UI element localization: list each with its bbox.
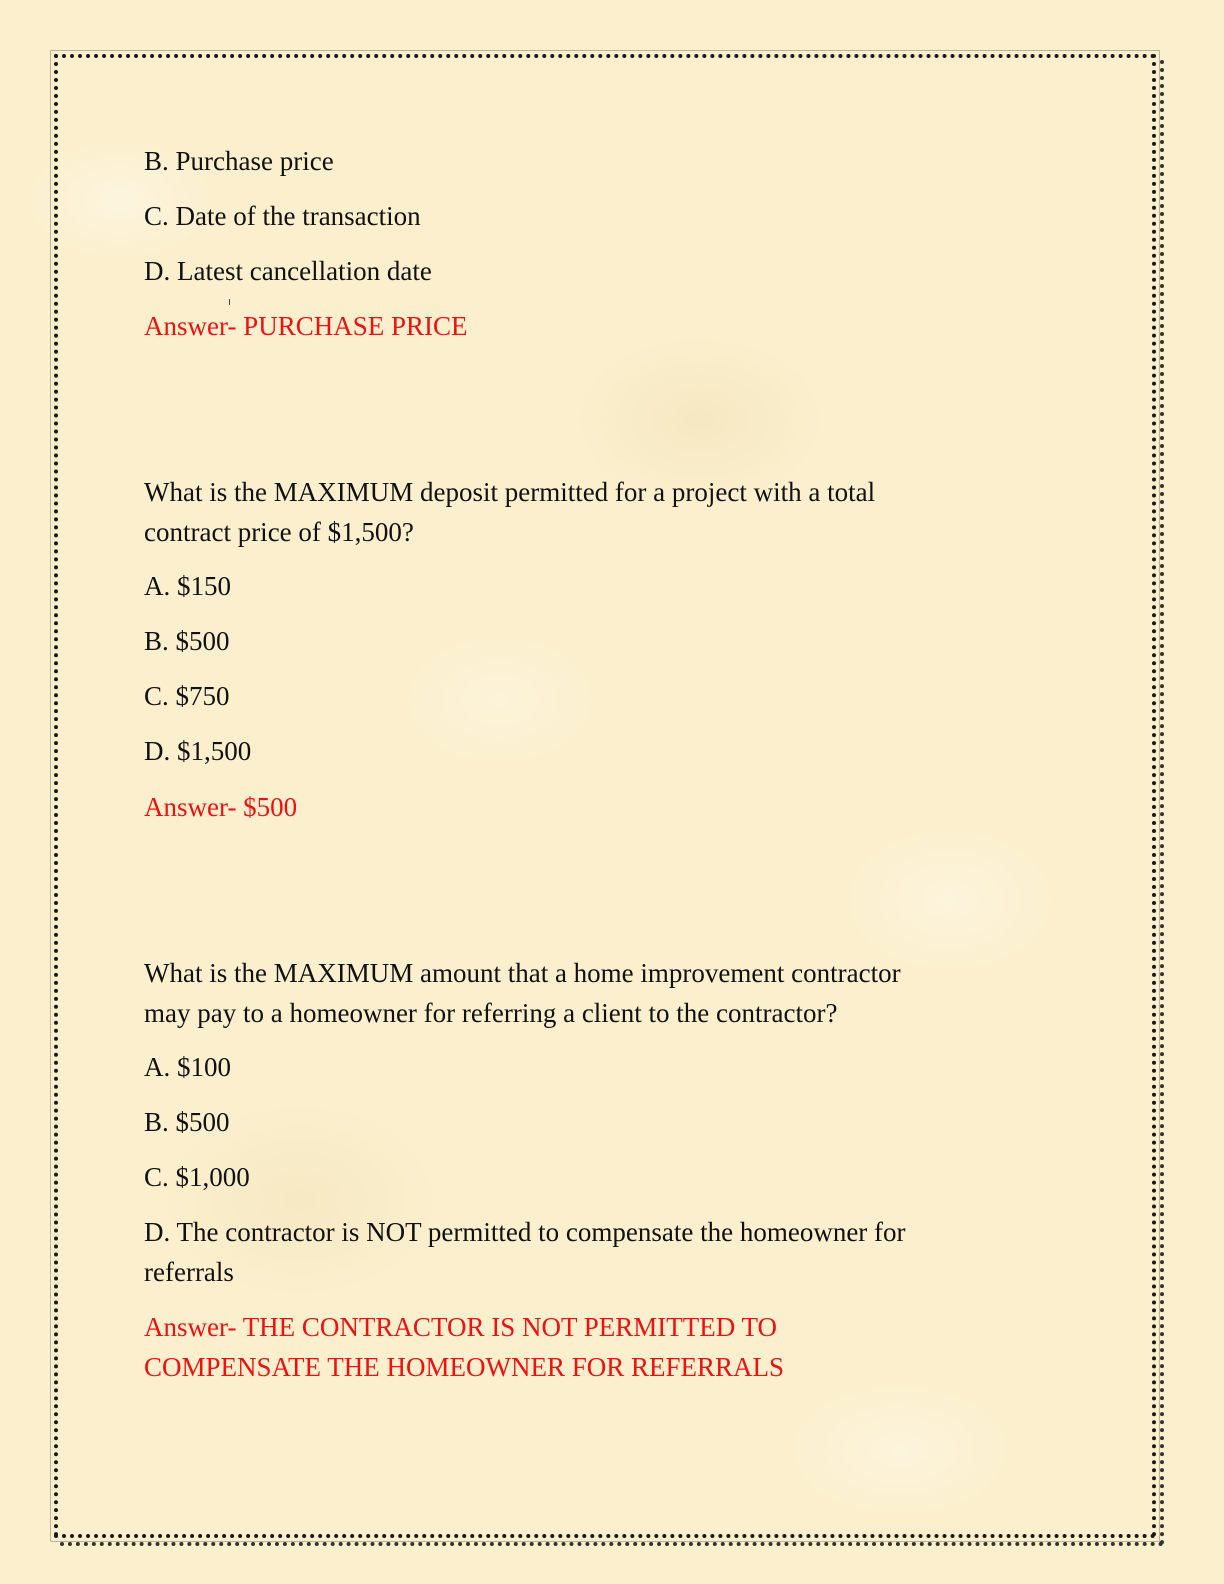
option-d-line-1: D. The contractor is NOT permitted to compensate the homeowner for <box>144 1217 906 1247</box>
option-c: C. $1,000 <box>144 1162 250 1192</box>
option-c: C. Date of the transaction <box>144 201 421 231</box>
answer: Answer- PURCHASE PRICE <box>144 311 468 341</box>
option-b: B. $500 <box>144 626 230 656</box>
answer-line-1: Answer- THE CONTRACTOR IS NOT PERMITTED TO <box>144 1312 777 1342</box>
question-text-line-2: contract price of $1,500? <box>144 517 414 547</box>
answer: Answer- $500 <box>144 792 298 822</box>
question-text-line-2: may pay to a homeowner for referring a client to the contractor? <box>144 998 838 1028</box>
option-a: A. $150 <box>144 571 231 601</box>
option-d: D. $1,500 <box>144 736 252 766</box>
stray-mark <box>229 299 230 305</box>
option-d-line-2: referrals <box>144 1257 234 1287</box>
option-d: D. Latest cancellation date <box>144 256 432 286</box>
question-text-line-1: What is the MAXIMUM deposit permitted for a project with a total <box>144 477 876 507</box>
question-text-line-1: What is the MAXIMUM amount that a home improvement contractor <box>144 958 901 988</box>
option-c: C. $750 <box>144 681 230 711</box>
option-b: B. $500 <box>144 1107 230 1137</box>
option-b: B. Purchase price <box>144 146 334 176</box>
option-a: A. $100 <box>144 1052 231 1082</box>
answer-line-2: COMPENSATE THE HOMEOWNER FOR REFERRALS <box>144 1352 785 1382</box>
